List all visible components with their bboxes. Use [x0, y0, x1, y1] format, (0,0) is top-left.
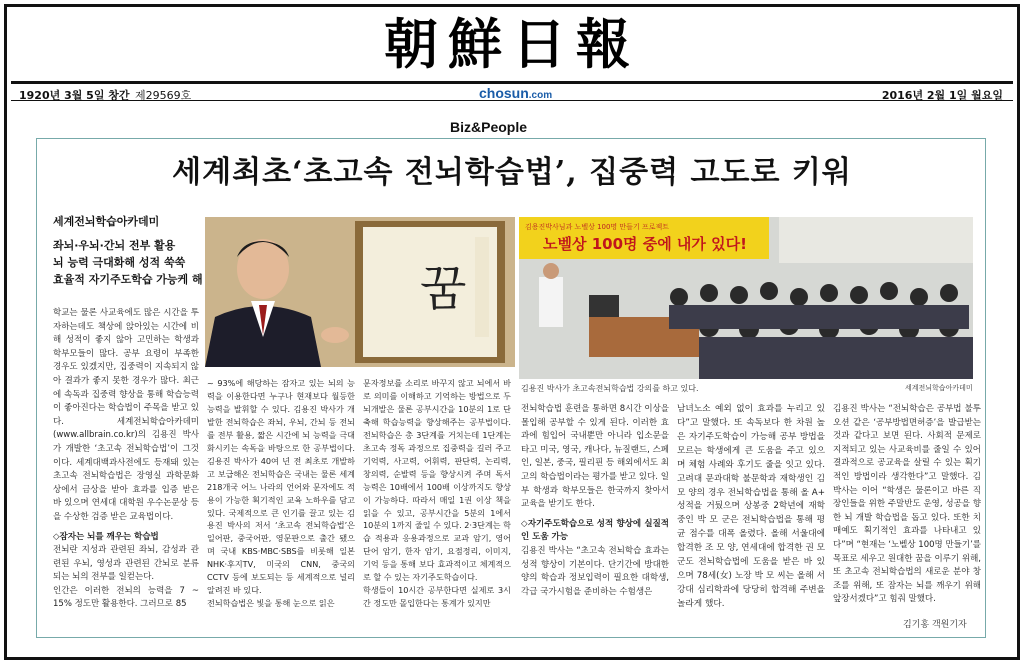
section-heading: ◇자기주도학습으로 성적 향상에 실질적인 도움 가능 — [521, 518, 669, 543]
masthead — [7, 7, 1017, 81]
body-text: 인간은 이러한 전뇌의 능력을 7 ~ 15% 정도만 활용한다. 그러므로 85 — [53, 585, 199, 610]
site-domain: .com — [528, 90, 553, 101]
section-heading: ◇잠자는 뇌를 깨우는 학습법 — [53, 531, 159, 542]
body-text: 김용진 박사는 “초고속 전뇌학습 효과는 성적 향상이 기본이다. 단기간에 방대한 양의 학습과 정보입력이 필요한 대학생, 각급 국가시험을 준비하는 수험생은 — [521, 545, 669, 597]
column-2 — [207, 377, 355, 610]
site-link[interactable] — [479, 85, 552, 101]
calligraphy-text: 꿈 — [420, 261, 467, 317]
photo-credit: 세계전뇌학습아카데미 — [905, 384, 973, 392]
subhead-line: 효율적 자기주도학습 가능케 해 — [53, 273, 203, 286]
column-5 — [677, 403, 825, 612]
body-text: 문자정보를 소리로 바꾸지 않고 뇌에서 바로 의미를 이해하고 기억하는 방법으로 두뇌개발은 물론 공부시간을 10분의 1로 단축해 학습능력을 향상해주는 공부법이다. 전뇌학습은 총 3단계를 거치는데 1단계는 초고속 정독 과정으로 집중력을 길러 주고 기억력, 사고력, 어휘력, 판단력, 논리력, 창의력, 순발력 등을 향상시켜 주며 독서 능력은 10배에서 100배 이상까지도 향상이 가능하다. 따라서 매일 1권 이상 책을 읽을 수 있고, 공부시간을 5분의 1에서 10분의 1까지 줄일 수 있다. 2·3단계는 학습 적용과 응용과정으로 교과 암기, 영어 단어 암기, 한자 암기, 요점정리, 이미지, 기억 등을 통해 보다 효과적이고 체계적으로 할 수 있는 자기주도학습이다. — [363, 378, 511, 583]
section-tag: Biz&People — [450, 119, 528, 135]
column-3 — [363, 377, 511, 610]
portrait-photo — [205, 217, 515, 367]
body-text: 학교는 물론 사교육에도 많은 시간을 투자하는데도 책상에 앉아있는 시간에 비해 성적이 좋지 않아 고민하는 학생과 학부모들이 많다. 공부 요령이 부족한 경우도 있겠지만, 집중력이 지속되지 않아 결과가 좋지 못한 경우가 많다. 최근에 속독과 집중력 향상을 통해 학습능력이 좋아진다는 학습법이 주목을 받고 있다. 세계전뇌학습아카데미(www.allbrain.co.kr)의 김용진 박사가 개발한 ‘초고속 전뇌학습법’이 그것이다. 세계대백과사전에도 등재돼 있는 초고속 전뇌학습법은 장영실 과학문화상에서 금상을 받아 효과를 입증 받은 바 있으며 연세대 대학원 우수논문상 등을 수상한 검증 받은 교육법이다. — [53, 308, 199, 522]
reporter-byline: 김기홍 객원기자 — [903, 620, 967, 630]
classroom-illustration — [519, 217, 973, 379]
column-1 — [53, 307, 199, 612]
headline: 세계최초‘초고속 전뇌학습법’, 집중력 고도로 키워 — [172, 155, 852, 190]
column-4 — [521, 403, 669, 599]
banner-top-text: 김용진박사님과 노벨상 100명 만들기 프로젝트 — [525, 223, 669, 231]
founded-date: 1920년 3월 5일 창간 — [19, 89, 130, 102]
subhead-line: 좌뇌·우뇌·간뇌 전부 활용 — [53, 239, 176, 252]
body-text: 전뇌학습법은 빛을 통해 눈으로 읽은 — [207, 598, 335, 609]
issue-date: 2016년 2월 1일 월요일 — [881, 89, 1003, 102]
subheadline — [53, 237, 213, 288]
article — [36, 138, 986, 638]
organization-name: 세계전뇌학습아카데미 — [53, 215, 160, 228]
body-text: 전뇌학습법 훈련을 통하면 8시간 이상을 몰입해 공부할 수 있게 된다. 이러한 효과에 힘입어 국내뿐만 아니라 입소문을 타고 미국, 영국, 캐나다, 뉴질랜드, 스페인, 일본, 중국, 필리핀 등 해외에서도 최고의 학습법이라는 평가를 받고 있다. 일부 학생과 학부모들은 한국까지 찾아서 교육을 받기도 한다. — [521, 404, 669, 510]
portrait-illustration — [205, 217, 515, 367]
photo-caption: 김용진 박사가 초고속전뇌학습법 강의를 하고 있다. — [521, 384, 699, 393]
dateline — [11, 81, 1013, 101]
site-name: chosun — [479, 85, 529, 101]
issue-number: 제29569호 — [135, 89, 192, 102]
subhead-line: 뇌 능력 극대화해 성적 쑥쑥 — [53, 256, 186, 269]
banner-text: 노벨상 100명 중에 내가 있다! — [543, 235, 747, 253]
classroom-photo — [519, 217, 973, 379]
body-text: 김용진 박사는 “전뇌학습은 공부법 불투오션 같은 ‘공부방법면허증’을 발급받는 것과 같다고 보면 된다. 사회적 문제로 지적되고 있는 사교육비를 줄일 수 있어 결과적으로 공교육을 살릴 수 있는 획기적인 방법이라 생각한다”고 말했다. 김 박사는 이어 “학생은 물론이고 바른 직장인들을 위한 주말반도 운영, 성공을 향한 뇌 개발 학습법을 돕고 있다. 또한 치매예도 획기적인 효과를 나타내고 있다”며 “현재는 ‘노벨상 100명 만들기’를 목표로 세우고 원대한 꿈을 이루기 위해, 또 초고속 전뇌학습법의 새로운 분야 창조를 위해, 또 잠자는 뇌를 깨우기 위해 앞장서겠다”고 힘줘 말했다. — [833, 404, 981, 605]
body-text: ~ 93%에 해당하는 잠자고 있는 뇌의 능력을 이용한다면 누구나 현재보다 월등한 능력을 발휘할 수 있다. 김용진 박사가 개발한 전뇌학습은 좌뇌, 우뇌, 간뇌 등 전뇌를 전부 활용, 짧은 시간에 뇌 능력을 극대화시키는 속독을 바탕으로 한 공부법이다. 김용진 박사가 40여 년 전 최초로 개발하고 보급해온 전뇌학습은 국내는 물론 세계 218개국 어느 나라의 언어와 문자에도 적용이 가능한 획기적인 교육 노하우를 담고 있다. 국제적으로 큰 인기를 끌고 있는 김용진 박사의 저서 ‘초고속 전뇌학습법’은 일어판, 중국어판, 영문판으로 출간 됐으며 국내 KBS·MBC·SBS를 비롯해 일본 NHK·후지TV, 미국의 CNN, 중국의 CCTV 등에 보도되는 등 세계적으로 널리 알려진 바 있다. — [207, 378, 355, 596]
newspaper-title: 朝鮮日報 — [384, 12, 640, 76]
body-text: 학생들이 10시간 공부한다면 실제로 3시간 정도만 몰입한다는 통계가 있지만 — [363, 585, 511, 609]
body-text: 전뇌란 지성과 관련된 좌뇌, 감성과 관련된 우뇌, 영성과 관련된 간뇌로 분류되는 뇌의 전부를 일컫는다. — [53, 545, 199, 583]
body-text: 남녀노소 예외 없이 효과를 누리고 있다”고 말했다. 또 속독보다 한 차원 높은 자기주도학습이 가능해 공부 방법을 모르는 학생에게 큰 도움을 주고 있으며 체험 사례와 후기도 줄을 잇고 있다. 고려대 문과대학 불문학과 재학생인 김 모 양의 경우 전뇌학습법을 통해 올 A+ 성적을 거뒀으며 상봉중 2학년에 재학중인 박 모 군은 전뇌학습법을 통해 평균 점수를 대폭 올렸다. 올해 서울대에 합격한 조 모 양, 연세대에 합격한 권 모 군도 전뇌학습법에 도움을 받은 바 있으며 78세(女) 노장 박 모 씨는 올해 서강대 심리학과에 당당히 합격해 주변을 놀라게 했다. — [677, 404, 825, 609]
column-6 — [833, 403, 981, 607]
